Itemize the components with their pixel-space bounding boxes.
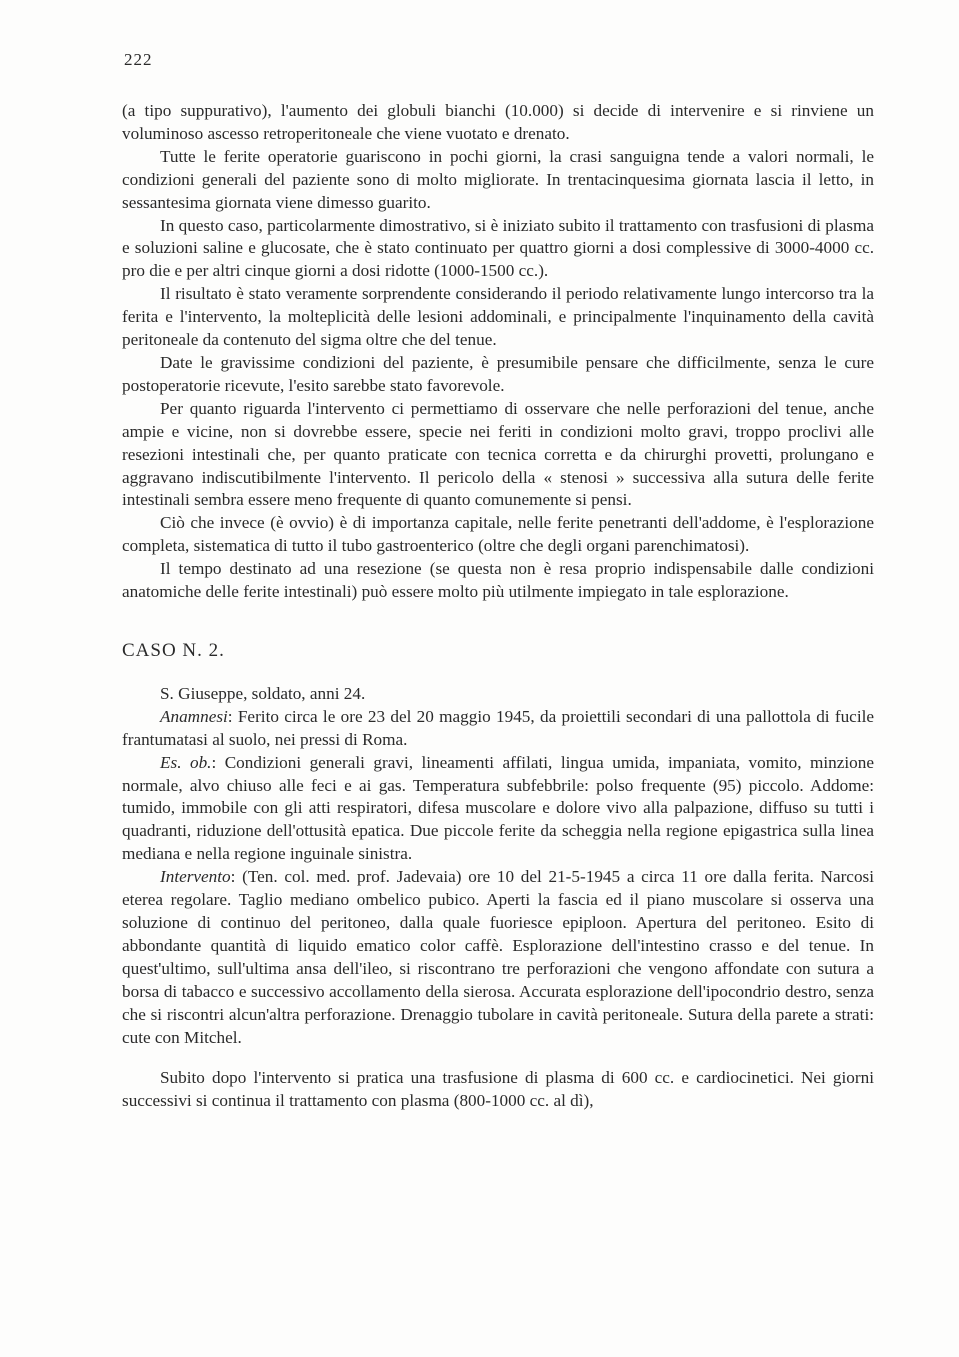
- paragraph: Il tempo destinato ad una resezione (se questa non è resa proprio indispensabile dalle condizioni anatomiche delle ferite intestinali) può essere molto più utilmente impiegato in tale esplorazione.: [122, 559, 874, 602]
- paragraph: Ciò che invece (è ovvio) è di importanza capitale, nelle ferite penetranti dell'addome, è l'esplorazione completa, sistematica di tutto il tubo gastroenterico (oltre che degli organi parenchimatosi).: [122, 513, 874, 556]
- closing-paragraph: Subito dopo l'intervento si pratica una trasfusione di plasma di 600 cc. e cardiocinetici. Nei giorni successivi si continua il trattamento con plasma (800-1000 cc. al dì),: [122, 1068, 874, 1111]
- paragraph: (a tipo suppurativo), l'aumento dei globuli bianchi (10.000) si decide di intervenire e si rinviene un voluminoso ascesso retroperitoneale che viene vuotato e drenato.: [122, 101, 874, 143]
- paragraph: Per quanto riguarda l'intervento ci permettiamo di osservare che nelle perforazioni del tenue, anche ampie e vicine, non si dovrebbe essere, specie nei feriti in condizioni molto gravi, troppo proclivi alle resezioni intestinali che, per quanto praticate con tecnica corretta e da chirurghi provetti, prolungano e aggravano indiscutibilmente l'intervento. Il pericolo della « stenosi » successiva alla sutura delle ferite intestinali sembra essere meno frequente di quanto comunemente si pensi.: [122, 398, 874, 510]
- paragraph: In questo caso, particolarmente dimostrativo, si è iniziato subito il trattamento con trasfusioni di plasma e soluzioni saline e glucosate, che è stato continuato per quattro giorni a dosi complessive di 3000-4000 cc. pro die e per altri cinque giorni a dosi ridotte (1000-1500 cc.).: [122, 215, 874, 281]
- intervento-label: Intervento: [160, 867, 231, 887]
- anamnesi-paragraph: [122, 706, 874, 752]
- esame-text: : Condizioni generali gravi, lineamenti affilati, lingua umida, impaniata, vomito, minzione normale, alvo chiuso alle feci e ai gas. Temperatura subfebbrile: polso frequente (95) piccolo. Addome: tumido, immobile con gli atti respiratori, difesa muscolare e dolore vivo alla palpazione, diffuso su tutti i quadranti, riduzione dell'ottusità epatica. Due piccole ferite da scheggia nella regione epigastrica sulla linea mediana e nella regione inguinale sinistra.: [122, 752, 874, 864]
- intervento-paragraph: [122, 866, 874, 1049]
- intervento-text: : (Ten. col. med. prof. Jadevaia) ore 10 del 21-5-1945 a circa 11 ore dalla ferita. Narcosi eterea regolare. Taglio mediano ombelico pubico. Aperti la fascia ed il piano muscolare si osserva una soluzione di continuo del peritoneo, dalla quale fuoriesce epiploon. Apertura del peritoneo. Esito di abbondante quantità di liquido ematico color caffè. Esplorazione dell'intestino crasso e del tenue. In quest'ultimo, sull'ultima ansa dell'ileo, si riscontrano tre perforazioni che vengono affondate con sutura a borsa di tabacco e successivo accollamento della sierosa. Accurata esplorazione dell'ipocondrio destro, senza che si riscontri alcun'altra perforazione. Drenaggio tubolare in cavità peritoneale. Sutura della parete a strati: cute con Mitchel.: [122, 867, 874, 1047]
- paragraph: Tutte le ferite operatorie guariscono in pochi giorni, la crasi sanguigna tende a valori normali, le condizioni generali del paziente sono di molto migliorate. In trentacinquesima giornata lascia il letto, in sessantesima giornata viene dimesso guarito.: [122, 146, 874, 212]
- patient-line: S. Giuseppe, soldato, anni 24.: [160, 683, 366, 703]
- page-body: [122, 100, 874, 1113]
- paragraph: Date le gravissime condizioni del paziente, è presumibile pensare che difficilmente, senza le cure postoperatorie ricevute, l'esito sarebbe stato favorevole.: [122, 352, 874, 395]
- esame-paragraph: [122, 752, 874, 867]
- anamnesi-text: : Ferito circa le ore 23 del 20 maggio 1945, da proiettili secondari di una pallottola di fucile frantumatasi al suolo, nei pressi di Roma.: [122, 706, 874, 749]
- case-heading: CASO N. 2.: [122, 639, 225, 661]
- anamnesi-label: Anamnesi: [160, 706, 228, 726]
- esame-label: Es. ob.: [160, 752, 212, 772]
- page-number: 222: [124, 50, 153, 69]
- paragraph: Il risultato è stato veramente sorprendente considerando il periodo relativamente lungo intercorso tra la ferita e l'intervento, la molteplicità delle lesioni addominali, e principalmente l'inquinamento della cavità peritoneale da contenuto del sigma oltre che del tenue.: [122, 284, 874, 350]
